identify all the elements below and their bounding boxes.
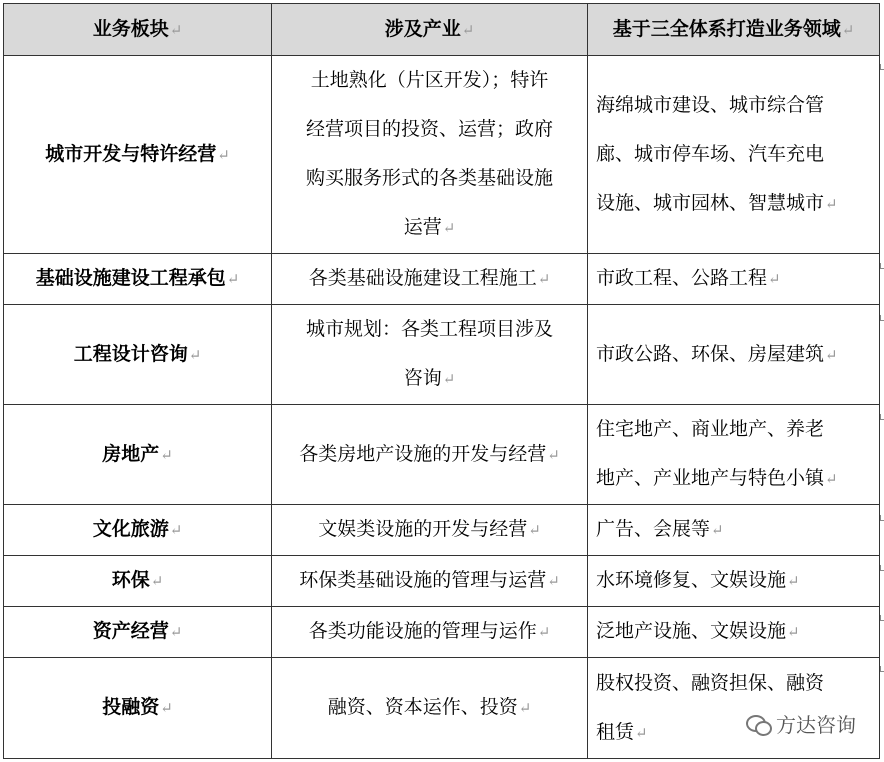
paragraph-mark-icon xyxy=(189,346,202,364)
paragraph-mark-icon xyxy=(787,572,800,590)
wechat-icon xyxy=(746,713,772,735)
row-end-mark xyxy=(880,666,884,672)
paragraph-mark-icon xyxy=(538,623,551,641)
table-row xyxy=(4,658,880,759)
paragraph-mark-icon xyxy=(635,724,648,742)
cell-industry: 土地熟化（片区开发）；特许 经营项目的投资、运营；政府 购买服务形式的各类基础设施 运营 ↵ xyxy=(272,56,588,254)
cell-industry: 各类基础设施建设工程施工 ↵ xyxy=(272,254,588,305)
table-row xyxy=(4,56,880,254)
header-domain: 基于三全体系打造业务领域 ↵ xyxy=(588,4,880,56)
paragraph-mark-icon xyxy=(217,146,230,164)
cell-industry: 融资、资本运作、投资 ↵ xyxy=(272,658,588,759)
watermark xyxy=(746,709,856,738)
table-row xyxy=(4,405,880,505)
paragraph-mark-icon xyxy=(825,470,838,488)
paragraph-mark-icon xyxy=(170,521,183,539)
paragraph-mark-icon xyxy=(462,21,475,39)
paragraph-mark-icon xyxy=(443,370,456,388)
paragraph-mark-icon xyxy=(528,521,541,539)
paragraph-mark-icon xyxy=(711,521,724,539)
paragraph-mark-icon xyxy=(768,270,781,288)
row-end-mark xyxy=(880,315,884,321)
header-segment: 业务板块 ↵ xyxy=(4,4,272,56)
table-row xyxy=(4,607,880,658)
cell-domain: 泛地产设施、文娱设施 ↵ xyxy=(588,607,880,658)
business-table xyxy=(3,3,880,759)
cell-segment: 环保 ↵ xyxy=(4,556,272,607)
cell-industry: 各类功能设施的管理与运作 ↵ xyxy=(272,607,588,658)
cell-segment: 资产经营 ↵ xyxy=(4,607,272,658)
cell-industry: 各类房地产设施的开发与经营 ↵ xyxy=(272,405,588,505)
paragraph-mark-icon xyxy=(787,623,800,641)
paragraph-mark-icon xyxy=(547,446,560,464)
row-end-mark xyxy=(880,515,884,521)
cell-domain: 海绵城市建设、城市综合管 廊、城市停车场、汽车充电 设施、城市园林、智慧城市 ↵ xyxy=(588,56,880,254)
cell-industry: 城市规划：各类工程项目涉及 咨询 ↵ xyxy=(272,305,588,405)
paragraph-mark-icon xyxy=(227,270,240,288)
table-row xyxy=(4,305,880,405)
cell-segment: 文化旅游 ↵ xyxy=(4,505,272,556)
row-end-mark xyxy=(880,414,884,420)
cell-domain: 水环境修复、文娱设施 ↵ xyxy=(588,556,880,607)
paragraph-mark-icon xyxy=(547,572,560,590)
row-end-mark xyxy=(880,615,884,621)
paragraph-mark-icon xyxy=(842,21,855,39)
paragraph-mark-icon xyxy=(170,21,183,39)
cell-domain: 广告、会展等 ↵ xyxy=(588,505,880,556)
watermark-text: 方达咨询 xyxy=(776,713,856,737)
row-end-mark xyxy=(880,565,884,571)
cell-segment: 投融资 ↵ xyxy=(4,658,272,759)
cell-domain: 市政工程、公路工程 ↵ xyxy=(588,254,880,305)
paragraph-mark-icon xyxy=(160,446,173,464)
row-end-mark xyxy=(880,64,884,70)
cell-segment: 城市开发与特许经营 ↵ xyxy=(4,56,272,254)
table-row xyxy=(4,556,880,607)
cell-segment: 工程设计咨询 ↵ xyxy=(4,305,272,405)
paragraph-mark-icon xyxy=(825,195,838,213)
header-row xyxy=(4,4,880,56)
paragraph-mark-icon xyxy=(151,572,164,590)
table-row xyxy=(4,254,880,305)
cell-industry: 环保类基础设施的管理与运营 ↵ xyxy=(272,556,588,607)
cell-domain: 市政公路、环保、房屋建筑 ↵ xyxy=(588,305,880,405)
cell-domain: 股权投资、融资担保、融资 租赁 ↵ xyxy=(588,658,880,759)
cell-segment: 房地产 ↵ xyxy=(4,405,272,505)
cell-domain: 住宅地产、商业地产、养老 地产、产业地产与特色小镇 ↵ xyxy=(588,405,880,505)
paragraph-mark-icon xyxy=(538,270,551,288)
table-row xyxy=(4,505,880,556)
cell-industry: 文娱类设施的开发与经营 ↵ xyxy=(272,505,588,556)
header-industry: 涉及产业 ↵ xyxy=(272,4,588,56)
paragraph-mark-icon xyxy=(825,346,838,364)
paragraph-mark-icon xyxy=(160,699,173,717)
paragraph-mark-icon xyxy=(519,699,532,717)
cell-segment: 基础设施建设工程承包 ↵ xyxy=(4,254,272,305)
row-end-mark xyxy=(880,263,884,269)
paragraph-mark-icon xyxy=(170,623,183,641)
paragraph-mark-icon xyxy=(443,219,456,237)
